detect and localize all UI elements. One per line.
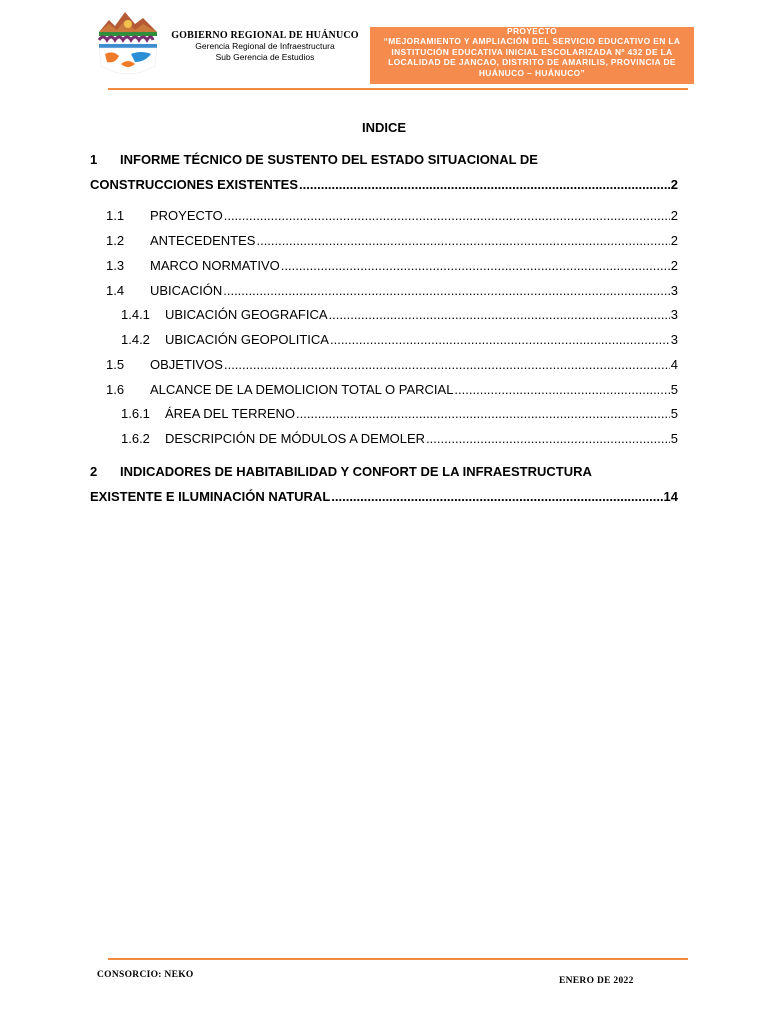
- entry-title: UBICACIÓN: [150, 283, 223, 298]
- dot-leader: [331, 487, 662, 507]
- dot-leader: [256, 233, 669, 249]
- toc-entry-1-5[interactable]: [106, 357, 678, 373]
- institution-subtitle-2: Sub Gerencia de Estudios: [215, 52, 315, 62]
- page-number: 5: [670, 406, 678, 421]
- entry-number: 1.4: [106, 283, 125, 298]
- toc-entry-1-1[interactable]: [106, 208, 678, 224]
- project-banner: [370, 27, 694, 84]
- project-line-2: INSTITUCIÓN EDUCATIVA INICIAL ESCOLARIZADA Nº 432 DE LA: [391, 46, 673, 57]
- page-number: 14: [663, 489, 678, 504]
- entry-title: UBICACIÓN GEOGRAFICA: [165, 307, 328, 322]
- toc-entry-1-6[interactable]: [106, 382, 678, 398]
- toc-entry-1-4-1[interactable]: [121, 307, 678, 323]
- toc-entry-1-6-1[interactable]: [121, 406, 678, 422]
- entry-number: 1.1: [106, 208, 125, 223]
- entry-number: 1.5: [106, 357, 125, 372]
- page-number: 5: [670, 431, 678, 446]
- entry-number: 1.2: [106, 233, 125, 248]
- dot-leader: [329, 307, 670, 323]
- entry-title: MARCO NORMATIVO: [150, 258, 280, 273]
- page-number: 2: [670, 233, 678, 248]
- footer-left: CONSORCIO: NEKO: [97, 970, 194, 980]
- page-number: 2: [670, 177, 678, 192]
- toc-entry-1-4[interactable]: [106, 283, 678, 299]
- dot-leader: [426, 431, 670, 447]
- page-number: 3: [670, 332, 678, 347]
- toc-section-1[interactable]: [90, 150, 678, 195]
- entry-number: 1.3: [106, 258, 125, 273]
- section-number: 2: [90, 464, 98, 479]
- entry-number: 1.4.2: [121, 332, 150, 347]
- dot-leader: [296, 406, 670, 422]
- institution-subtitle-1: Gerencia Regional de Infraestructura: [195, 41, 335, 51]
- institution-name: GOBIERNO REGIONAL DE HUÁNUCO: [171, 30, 359, 41]
- entry-title: OBJETIVOS: [150, 357, 223, 372]
- section-title-line-1: INFORME TÉCNICO DE SUSTENTO DEL ESTADO SITUACIONAL DE: [120, 152, 538, 167]
- section-title-line-1: INDICADORES DE HABITABILIDAD Y CONFORT DE LA INFRAESTRUCTURA: [120, 464, 592, 479]
- section-number: 1: [90, 152, 98, 167]
- entry-title: ALCANCE DE LA DEMOLICION TOTAL O PARCIAL: [150, 382, 454, 397]
- institution-block: [170, 30, 360, 63]
- project-line-1: “MEJORAMIENTO Y AMPLIACIÓN DEL SERVICIO EDUCATIVO EN LA: [383, 36, 681, 46]
- entry-number: 1.6: [106, 382, 125, 397]
- toc-section-2[interactable]: [90, 462, 678, 507]
- page-number: 2: [670, 208, 678, 223]
- entry-title: UBICACIÓN GEOPOLITICA: [165, 332, 329, 347]
- entry-title: PROYECTO: [150, 208, 223, 223]
- page-number: 2: [670, 258, 678, 273]
- project-label: PROYECTO: [506, 27, 558, 36]
- section-title-line-2: EXISTENTE E ILUMINACIÓN NATURAL: [90, 489, 331, 504]
- toc-title: INDICE: [361, 120, 407, 135]
- dot-leader: [223, 283, 670, 299]
- entry-number: 1.4.1: [121, 307, 150, 322]
- page-number: 3: [670, 307, 678, 322]
- header-divider: [108, 88, 688, 90]
- entry-title: DESCRIPCIÓN DE MÓDULOS A DEMOLER: [165, 431, 426, 446]
- entry-number: 1.6.2: [121, 431, 150, 446]
- dot-leader: [330, 332, 670, 348]
- entry-number: 1.6.1: [121, 406, 150, 421]
- toc-entry-1-6-2[interactable]: [121, 431, 678, 447]
- dot-leader: [281, 258, 670, 274]
- dot-leader: [454, 382, 669, 398]
- page-number: 3: [670, 283, 678, 298]
- page-number: 4: [670, 357, 678, 372]
- page-number: 5: [670, 382, 678, 397]
- section-title-line-2: CONSTRUCCIONES EXISTENTES: [90, 177, 299, 192]
- gobierno-regional-logo: [95, 10, 161, 80]
- toc-entry-1-3[interactable]: [106, 258, 678, 274]
- dot-leader: [224, 208, 670, 224]
- entry-title: ANTECEDENTES: [150, 233, 256, 248]
- dot-leader: [299, 175, 670, 195]
- project-line-4: HUÁNUCO – HUÁNUCO”: [478, 67, 586, 78]
- project-line-3: LOCALIDAD DE JANCAO, DISTRITO DE AMARILIS, PROVINCIA DE: [388, 57, 676, 68]
- footer-divider: [108, 958, 688, 960]
- toc-entry-1-2[interactable]: [106, 233, 678, 249]
- dot-leader: [224, 357, 670, 373]
- toc-entry-1-4-2[interactable]: [121, 332, 678, 348]
- entry-title: ÁREA DEL TERRENO: [165, 406, 296, 421]
- footer-right: ENERO DE 2022: [559, 976, 634, 986]
